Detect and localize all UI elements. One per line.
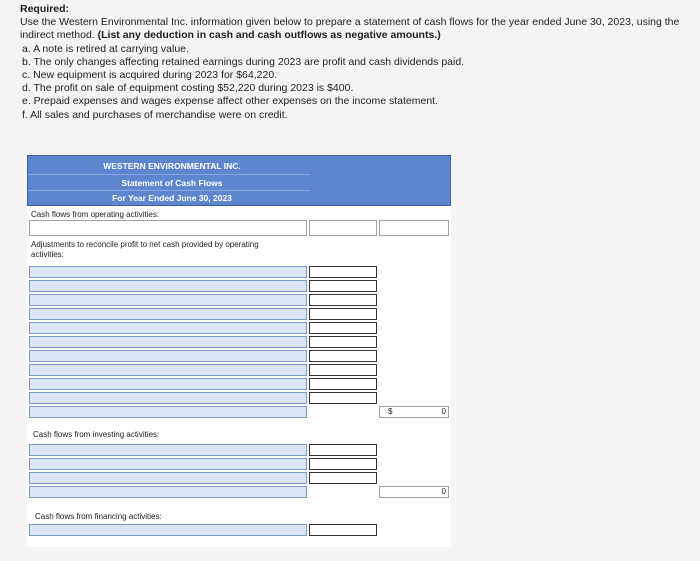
header-divider: [28, 174, 310, 175]
adjustment-description-input[interactable]: [29, 280, 307, 292]
instructions-text: Use the Western Environmental Inc. information given below to prepare a statement of cash flows for the year ended June 30, 2023, using the indirect method.: [20, 16, 680, 42]
instruction-item-e: e. Prepaid expenses and wages expense affect other expenses on the income statement.: [22, 95, 438, 108]
statement-period: For Year Ended June 30, 2023: [112, 193, 232, 203]
adjustment-amount-input[interactable]: [309, 280, 377, 292]
statement-title: Statement of Cash Flows: [121, 178, 223, 188]
header-divider: [28, 190, 310, 191]
investing-amount-input[interactable]: [309, 458, 377, 470]
operating-net-total: [379, 406, 449, 418]
adjustment-amount-input[interactable]: [309, 364, 377, 376]
adjustment-amount-input[interactable]: [309, 308, 377, 320]
instructions-bold-note: (List any deduction in cash and cash outflows as negative amounts.): [97, 29, 441, 42]
adjustment-amount-input[interactable]: [309, 322, 377, 334]
investing-row: [29, 420, 307, 442]
adjustment-description-input[interactable]: [29, 364, 307, 376]
adjustment-amount-input[interactable]: [309, 392, 377, 404]
investing-total-value: 0: [441, 487, 446, 496]
operating-activities-label: Cash flows from operating activities:: [31, 210, 160, 219]
investing-amount-input[interactable]: [309, 472, 377, 484]
financing-activities-label: Cash flows from financing activities:: [35, 512, 162, 521]
profit-amount-input[interactable]: [309, 220, 377, 236]
instruction-item-b: b. The only changes affecting retained earnings during 2023 are profit and cash dividends paid.: [22, 55, 465, 68]
adjustment-description-input[interactable]: [29, 308, 307, 320]
adjustments-row: [29, 238, 307, 266]
adjustment-amount-input[interactable]: [309, 378, 377, 390]
instruction-item-a: a. A note is retired at carrying value.: [22, 42, 189, 55]
adjustment-description-input[interactable]: [29, 294, 307, 306]
profit-total-cell[interactable]: [379, 220, 449, 236]
operating-net-label-input[interactable]: [29, 406, 307, 418]
adjustment-description-input[interactable]: [29, 266, 307, 278]
financing-amount-input[interactable]: [309, 524, 377, 536]
investing-net-label-input[interactable]: [29, 486, 307, 498]
investing-activities-label: Cash flows from investing activities:: [33, 430, 160, 439]
adjustment-description-input[interactable]: [29, 336, 307, 348]
instructions-paragraph: [20, 16, 696, 42]
currency-symbol: $: [388, 407, 393, 416]
instruction-item-d: d. The profit on sale of equipment costing $52,220 during 2023 is $400.: [22, 82, 354, 95]
investing-net-total: [379, 486, 449, 498]
statement-header: [27, 155, 451, 206]
adjustment-amount-input[interactable]: [309, 350, 377, 362]
cash-flow-worksheet: [27, 155, 451, 547]
required-heading: Required:: [20, 3, 70, 15]
financing-row: [29, 500, 307, 522]
adjustment-amount-input[interactable]: [309, 336, 377, 348]
instruction-item-f: f. All sales and purchases of merchandise were on credit.: [22, 108, 288, 121]
profit-label-input[interactable]: [29, 220, 307, 236]
instructions: [20, 3, 696, 122]
investing-description-input[interactable]: [29, 458, 307, 470]
company-name: WESTERN ENVIRONMENTAL INC.: [103, 161, 241, 171]
adjustment-description-input[interactable]: [29, 350, 307, 362]
investing-description-input[interactable]: [29, 444, 307, 456]
adjustments-label: Adjustments to reconcile profit to net cash provided by operating activities:: [31, 240, 259, 259]
financing-description-input[interactable]: [29, 524, 307, 536]
instruction-item-c: c. New equipment is acquired during 2023 for $64,220.: [22, 69, 278, 82]
operating-total-value: 0: [441, 407, 446, 416]
investing-description-input[interactable]: [29, 472, 307, 484]
adjustment-description-input[interactable]: [29, 392, 307, 404]
adjustment-amount-input[interactable]: [309, 294, 377, 306]
adjustment-amount-input[interactable]: [309, 266, 377, 278]
adjustment-description-input[interactable]: [29, 322, 307, 334]
adjustment-description-input[interactable]: [29, 378, 307, 390]
investing-amount-input[interactable]: [309, 444, 377, 456]
